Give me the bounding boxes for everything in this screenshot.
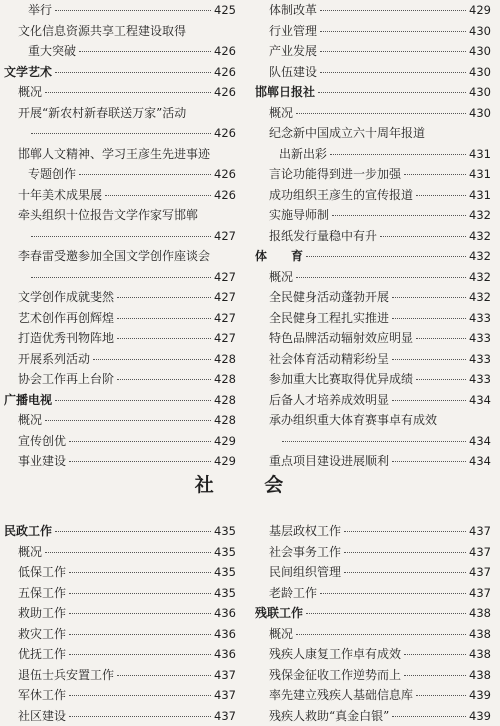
dot-leader xyxy=(306,256,466,257)
toc-entry xyxy=(255,41,491,62)
toc-entry xyxy=(255,451,491,472)
dot-leader xyxy=(306,613,466,614)
toc-page-number: 426 xyxy=(214,185,236,206)
toc-page-number: 429 xyxy=(214,431,236,452)
toc-entry xyxy=(255,583,491,604)
dot-leader xyxy=(79,174,211,175)
toc-entry-title: 残疾人救助“真金白银” xyxy=(269,706,389,726)
toc-entry xyxy=(4,41,236,62)
toc-page-number: 426 xyxy=(214,82,236,103)
toc-entry xyxy=(4,328,236,349)
dot-leader xyxy=(404,675,466,676)
toc-page-number: 437 xyxy=(469,562,491,583)
toc-entry xyxy=(4,665,236,686)
toc-entry-title: 社区建设 xyxy=(18,706,66,726)
toc-entry xyxy=(255,164,491,185)
toc-entry-title: 承办组织重大体育赛事卓有成效 xyxy=(269,410,437,431)
toc-page-number: 431 xyxy=(469,164,491,185)
dot-leader xyxy=(320,10,466,11)
toc-page-number: 439 xyxy=(469,685,491,706)
toc-page-number: 436 xyxy=(214,644,236,665)
toc-page-number: 437 xyxy=(214,665,236,686)
toc-entry xyxy=(255,185,491,206)
dot-leader xyxy=(69,572,211,573)
dot-leader xyxy=(69,441,211,442)
toc-section-heading xyxy=(4,521,236,542)
dot-leader xyxy=(69,461,211,462)
toc-entry-title: 专题创作 xyxy=(28,164,76,185)
toc-entry-title: 打造优秀刊物阵地 xyxy=(18,328,114,349)
toc-entry xyxy=(255,308,491,329)
toc-entry-title: 邯郸日报社 xyxy=(255,82,315,103)
toc-entry xyxy=(4,21,236,42)
toc-page-number: 434 xyxy=(469,390,491,411)
toc-column-bottom-right xyxy=(255,521,491,726)
toc-page-number: 426 xyxy=(214,62,236,83)
dot-leader xyxy=(392,461,466,462)
dot-leader xyxy=(79,51,211,52)
toc-entry xyxy=(255,349,491,370)
dot-leader xyxy=(45,552,211,553)
dot-leader xyxy=(31,236,211,237)
toc-entry xyxy=(255,624,491,645)
toc-entry-title: 李春雷受邀参加全国文学创作座谈会 xyxy=(18,246,210,267)
toc-section-heading xyxy=(4,390,236,411)
toc-page-number: 432 xyxy=(469,267,491,288)
toc-column-top-right xyxy=(255,0,491,472)
toc-entry-title: 基层政权工作 xyxy=(269,521,341,542)
toc-page-number: 427 xyxy=(214,328,236,349)
toc-entry-title: 开展“新农村新春联送万家”活动 xyxy=(18,103,186,124)
toc-page-number: 432 xyxy=(469,287,491,308)
toc-entry xyxy=(255,103,491,124)
dot-leader xyxy=(344,552,466,553)
toc-page-number: 433 xyxy=(469,349,491,370)
dot-leader xyxy=(330,154,466,155)
toc-page-number: 430 xyxy=(469,82,491,103)
toc-entry-title: 开展系列活动 xyxy=(18,349,90,370)
toc-entry-title: 举行 xyxy=(28,0,52,21)
toc-page-number: 437 xyxy=(469,542,491,563)
toc-entry xyxy=(4,624,236,645)
dot-leader xyxy=(320,31,466,32)
toc-entry xyxy=(255,287,491,308)
toc-entry xyxy=(255,521,491,542)
toc-entry xyxy=(4,562,236,583)
toc-entry-title: 体制改革 xyxy=(269,0,317,21)
toc-entry xyxy=(255,644,491,665)
dot-leader xyxy=(392,716,466,717)
toc-entry-title: 全民健身工程扎实推进 xyxy=(269,308,389,329)
toc-entry-title: 言论功能得到进一步加强 xyxy=(269,164,401,185)
toc-page-number: 426 xyxy=(214,123,236,144)
toc-column-bottom-left xyxy=(4,521,236,726)
toc-entry xyxy=(4,185,236,206)
toc-entry-title: 广播电视 xyxy=(4,390,52,411)
dot-leader xyxy=(320,72,466,73)
dot-leader xyxy=(45,420,211,421)
toc-entry-title: 五保工作 xyxy=(18,583,66,604)
toc-entry xyxy=(255,0,491,21)
toc-page-number: 428 xyxy=(214,410,236,431)
dot-leader xyxy=(416,195,466,196)
dot-leader xyxy=(93,359,211,360)
toc-page-number: 435 xyxy=(214,542,236,563)
toc-page-number: 437 xyxy=(469,583,491,604)
toc-entry xyxy=(255,62,491,83)
toc-entry-title: 报纸发行量稳中有升 xyxy=(269,226,377,247)
toc-entry xyxy=(4,542,236,563)
toc-page-number: 428 xyxy=(214,390,236,411)
toc-page-number: 438 xyxy=(469,665,491,686)
toc-page-number: 435 xyxy=(214,521,236,542)
toc-entry xyxy=(255,226,491,247)
toc-entry-title: 概况 xyxy=(269,103,293,124)
toc-page-number: 435 xyxy=(214,562,236,583)
dot-leader xyxy=(380,236,466,237)
toc-entry-title: 优抚工作 xyxy=(18,644,66,665)
toc-entry xyxy=(4,644,236,665)
toc-page-number: 435 xyxy=(214,583,236,604)
toc-page-number: 438 xyxy=(469,624,491,645)
toc-entry-title: 重点项目建设进展顺利 xyxy=(269,451,389,472)
toc-page-number: 425 xyxy=(214,0,236,21)
toc-entry xyxy=(255,144,491,165)
dot-leader xyxy=(69,695,211,696)
dot-leader xyxy=(69,593,211,594)
toc-page-number: 438 xyxy=(469,603,491,624)
toc-entry-title: 文学艺术 xyxy=(4,62,52,83)
toc-entry-title: 民政工作 xyxy=(4,521,52,542)
toc-page-number: 433 xyxy=(469,308,491,329)
toc-entry-title: 残保金征收工作逆势而上 xyxy=(269,665,401,686)
toc-page-number: 430 xyxy=(469,41,491,62)
toc-entry-title: 后备人才培养成效明显 xyxy=(269,390,389,411)
toc-page-number: 430 xyxy=(469,21,491,42)
toc-entry-title: 文学创作成就斐然 xyxy=(18,287,114,308)
toc-entry-title: 残联工作 xyxy=(255,603,303,624)
toc-section-heading xyxy=(255,82,491,103)
dot-leader xyxy=(392,400,466,401)
dot-leader xyxy=(332,215,466,216)
toc-entry xyxy=(4,267,236,288)
toc-entry xyxy=(255,685,491,706)
toc-page-number: 430 xyxy=(469,103,491,124)
toc-entry xyxy=(4,144,236,165)
toc-entry-title: 纪念新中国成立六十周年报道 xyxy=(269,123,425,144)
toc-page-number: 431 xyxy=(469,185,491,206)
toc-entry xyxy=(4,603,236,624)
dot-leader xyxy=(117,318,211,319)
toc-entry-title: 出新出彩 xyxy=(279,144,327,165)
toc-entry xyxy=(255,369,491,390)
toc-entry-title: 成功组织王彦生的宣传报道 xyxy=(269,185,413,206)
toc-entry-title: 概况 xyxy=(269,267,293,288)
toc-entry-title: 实施导师制 xyxy=(269,205,329,226)
dot-leader xyxy=(55,72,211,73)
toc-entry xyxy=(4,82,236,103)
toc-page-number: 436 xyxy=(214,624,236,645)
toc-entry-title: 队伍建设 xyxy=(269,62,317,83)
toc-entry-title: 概况 xyxy=(18,410,42,431)
toc-entry xyxy=(4,246,236,267)
dot-leader xyxy=(117,675,211,676)
dot-leader xyxy=(55,531,211,532)
toc-section-heading xyxy=(255,603,491,624)
toc-column-top-left xyxy=(4,0,236,472)
section-title: 社 会 xyxy=(0,470,500,497)
dot-leader xyxy=(69,654,211,655)
toc-entry xyxy=(255,431,491,452)
toc-section-heading xyxy=(4,62,236,83)
dot-leader xyxy=(296,634,466,635)
dot-leader xyxy=(55,10,211,11)
toc-page-number: 437 xyxy=(214,706,236,726)
toc-entry-title: 概况 xyxy=(18,542,42,563)
dot-leader xyxy=(69,613,211,614)
toc-page-number: 429 xyxy=(469,0,491,21)
toc-entry xyxy=(4,583,236,604)
toc-entry-title: 邯郸人文精神、学习王彦生先进事迹 xyxy=(18,144,210,165)
toc-entry-title: 残疾人康复工作卓有成效 xyxy=(269,644,401,665)
toc-entry xyxy=(255,410,491,431)
toc-entry xyxy=(4,0,236,21)
toc-entry-title: 事业建设 xyxy=(18,451,66,472)
toc-page-number: 430 xyxy=(469,62,491,83)
dot-leader xyxy=(117,379,211,380)
dot-leader xyxy=(344,531,466,532)
toc-page-number: 437 xyxy=(214,685,236,706)
toc-entry xyxy=(255,665,491,686)
dot-leader xyxy=(416,695,466,696)
toc-entry-title: 体 育 xyxy=(255,246,303,267)
dot-leader xyxy=(392,359,466,360)
dot-leader xyxy=(404,654,466,655)
toc-entry-title: 退伍士兵安置工作 xyxy=(18,665,114,686)
toc-entry-title: 社会事务工作 xyxy=(269,542,341,563)
dot-leader xyxy=(404,174,466,175)
dot-leader xyxy=(344,572,466,573)
toc-page-number: 437 xyxy=(469,521,491,542)
toc-entry xyxy=(255,328,491,349)
toc-entry-title: 救灾工作 xyxy=(18,624,66,645)
toc-page-number: 426 xyxy=(214,41,236,62)
toc-entry-title: 协会工作再上台阶 xyxy=(18,369,114,390)
toc-entry-title: 军休工作 xyxy=(18,685,66,706)
toc-entry xyxy=(4,431,236,452)
toc-page-number: 434 xyxy=(469,451,491,472)
toc-entry xyxy=(255,390,491,411)
toc-entry xyxy=(4,706,236,726)
dot-leader xyxy=(416,338,466,339)
toc-entry-title: 参加重大比赛取得优异成绩 xyxy=(269,369,413,390)
toc-entry-title: 社会体育活动精彩纷呈 xyxy=(269,349,389,370)
dot-leader xyxy=(320,51,466,52)
toc-page-number: 428 xyxy=(214,369,236,390)
dot-leader xyxy=(318,92,466,93)
toc-page-number: 427 xyxy=(214,226,236,247)
toc-entry xyxy=(4,164,236,185)
toc-page-number: 432 xyxy=(469,246,491,267)
toc-entry xyxy=(4,308,236,329)
toc-page-number: 436 xyxy=(214,603,236,624)
toc-section-heading xyxy=(255,246,491,267)
toc-page-number: 428 xyxy=(214,349,236,370)
toc-entry-title: 牵头组织十位报告文学作家写邯郸 xyxy=(18,205,198,226)
toc-entry xyxy=(255,562,491,583)
toc-entry-title: 重大突破 xyxy=(28,41,76,62)
dot-leader xyxy=(31,133,211,134)
toc-page-number: 433 xyxy=(469,328,491,349)
toc-page-number: 431 xyxy=(469,144,491,165)
toc-page-number: 429 xyxy=(214,451,236,472)
dot-leader xyxy=(31,277,211,278)
dot-leader xyxy=(55,400,211,401)
toc-entry-title: 特色品牌活动辐射效应明显 xyxy=(269,328,413,349)
dot-leader xyxy=(117,338,211,339)
toc-entry xyxy=(4,287,236,308)
toc-entry xyxy=(4,451,236,472)
toc-entry xyxy=(255,123,491,144)
toc-entry-title: 概况 xyxy=(269,624,293,645)
toc-page-number: 427 xyxy=(214,308,236,329)
toc-entry-title: 老龄工作 xyxy=(269,583,317,604)
toc-entry xyxy=(4,349,236,370)
toc-entry xyxy=(255,542,491,563)
dot-leader xyxy=(117,297,211,298)
toc-entry-title: 概况 xyxy=(18,82,42,103)
dot-leader xyxy=(69,716,211,717)
dot-leader xyxy=(282,441,466,442)
toc-entry xyxy=(4,123,236,144)
dot-leader xyxy=(105,195,211,196)
toc-page-number: 426 xyxy=(214,164,236,185)
toc-page-number: 432 xyxy=(469,226,491,247)
toc-entry-title: 低保工作 xyxy=(18,562,66,583)
toc-page-number: 434 xyxy=(469,431,491,452)
toc-entry xyxy=(4,685,236,706)
toc-entry-title: 艺术创作再创辉煌 xyxy=(18,308,114,329)
toc-entry-title: 全民健身活动蓬勃开展 xyxy=(269,287,389,308)
toc-entry-title: 民间组织管理 xyxy=(269,562,341,583)
dot-leader xyxy=(296,113,466,114)
toc-entry-title: 行业管理 xyxy=(269,21,317,42)
dot-leader xyxy=(69,634,211,635)
toc-page-number: 438 xyxy=(469,644,491,665)
dot-leader xyxy=(296,277,466,278)
toc-entry xyxy=(255,267,491,288)
dot-leader xyxy=(392,297,466,298)
toc-entry-title: 产业发展 xyxy=(269,41,317,62)
toc-entry-title: 十年美术成果展 xyxy=(18,185,102,206)
toc-entry-title: 宣传创优 xyxy=(18,431,66,452)
toc-entry-title: 文化信息资源共享工程建设取得 xyxy=(18,21,186,42)
toc-page-number: 439 xyxy=(469,706,491,726)
toc-entry xyxy=(4,226,236,247)
toc-entry xyxy=(255,21,491,42)
toc-page-number: 427 xyxy=(214,287,236,308)
toc-entry xyxy=(4,205,236,226)
toc-entry xyxy=(4,410,236,431)
toc-page-number: 432 xyxy=(469,205,491,226)
toc-page-number: 427 xyxy=(214,267,236,288)
toc-entry xyxy=(4,369,236,390)
toc-entry xyxy=(4,103,236,124)
toc-entry xyxy=(255,706,491,726)
dot-leader xyxy=(392,318,466,319)
toc-entry xyxy=(255,205,491,226)
dot-leader xyxy=(320,593,466,594)
toc-entry-title: 率先建立残疾人基础信息库 xyxy=(269,685,413,706)
dot-leader xyxy=(416,379,466,380)
toc-page-number: 433 xyxy=(469,369,491,390)
dot-leader xyxy=(45,92,211,93)
toc-entry-title: 救助工作 xyxy=(18,603,66,624)
